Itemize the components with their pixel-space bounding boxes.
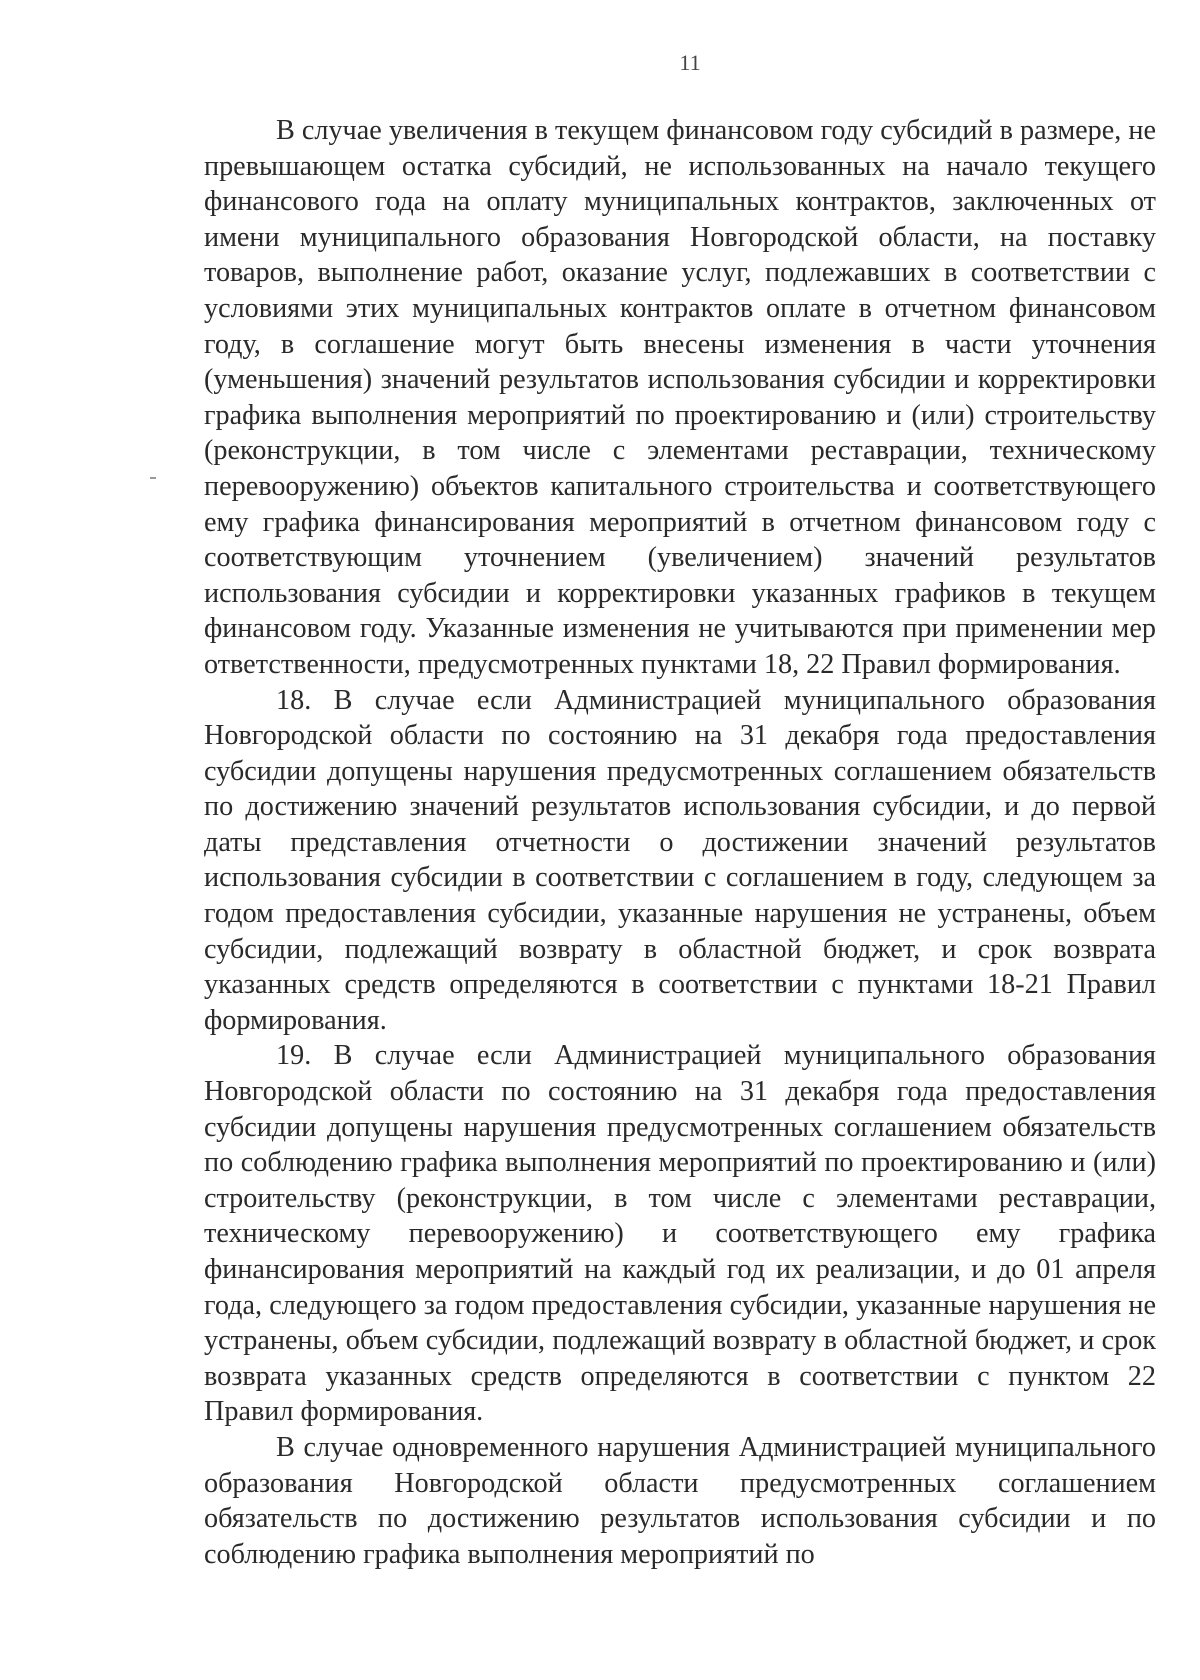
document-body	[204, 113, 1156, 1572]
margin-mark	[150, 477, 156, 479]
paragraph-18: 18. В случае если Администрацией муниципального образования Новгородской области по состоянию на 31 декабря года предоставления субсидии допущены нарушения предусмотренных соглашением обязательств по достижению значений результатов использования субсидии, и до первой даты представления отчетности о достижении значений результатов использования субсидии в соответствии с соглашением в году, следующем за годом предоставления субсидии, указанные нарушения не устранены, объем субсидии, подлежащий возврату в областной бюджет, и срок возврата указанных средств определяются в соответствии с пунктами 18-21 Правил формирования.	[204, 684, 1156, 1036]
paragraph-simultaneous-violation: В случае одновременного нарушения Администрацией муниципального образования Новгородской области предусмотренных соглашением обязательств по достижению результатов использования субсидии и по соблюдению графика выполнения мероприятий по	[204, 1431, 1156, 1570]
paragraph-19: 19. В случае если Администрацией муниципального образования Новгородской области по состоянию на 31 декабря года предоставления субсидии допущены нарушения предусмотренных соглашением обязательств по соблюдению графика выполнения мероприятий по проектированию и (или) строительству (реконструкции, в том числе с элементами реставрации, техническому перевооружению) и соответствующего ему графика финансирования мероприятий на каждый год их реализации, и до 01 апреля года, следующего за годом предоставления субсидии, указанные нарушения не устранены, объем субсидии, подлежащий возврату в областной бюджет, и срок возврата указанных средств определяются в соответствии с пунктом 22 Правил формирования.	[204, 1040, 1156, 1428]
paragraph-budget-increase: В случае увеличения в текущем финансовом году субсидий в размере, не превышающем остатка субсидий, не использованных на начало текущего финансового года на оплату муниципальных контрактов, заключенных от имени муниципального образования Новгородской области, на поставку товаров, выполнение работ, оказание услуг, подлежавших в соответствии с условиями этих муниципальных контрактов оплате в отчетном финансовом году, в соглашение могут быть внесены изменения в части уточнения (уменьшения) значений результатов использования субсидии и корректировки графика выполнения мероприятий по проектированию и (или) строительству (реконструкции, в том числе с элементами реставрации, техническому перевооружению) объектов капитального строительства и соответствующего ему графика финансирования мероприятий в отчетном финансовом году с соответствующим уточнением (увеличением) значений результатов использования субсидии и корректировки указанных графиков в текущем финансовом году. Указанные изменения не учитываются при применении мер ответственности, предусмотренных пунктами 18, 22 Правил формирования.	[204, 115, 1156, 680]
page-number: 11	[679, 50, 701, 75]
